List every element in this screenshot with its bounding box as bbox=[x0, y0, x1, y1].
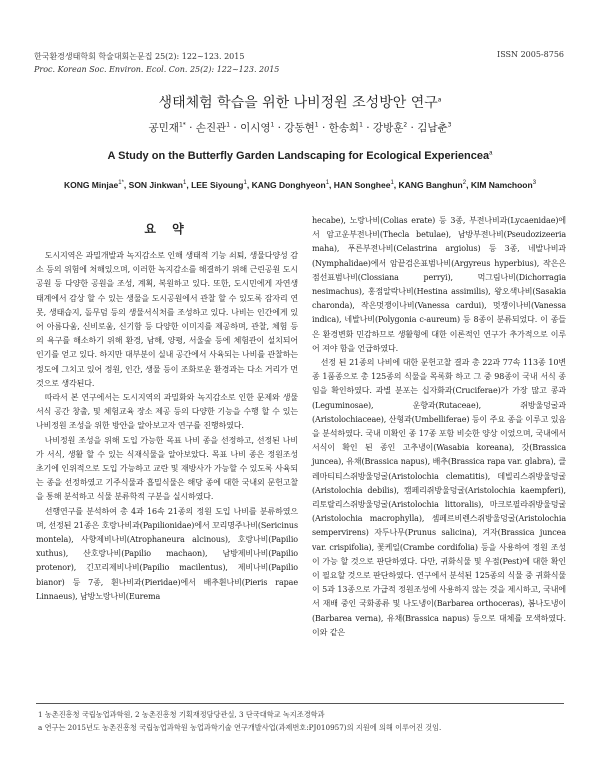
journal-name-ko: 한국환경생태학회 학술대회논문집 25(2): 122~123. 2015 bbox=[34, 52, 245, 61]
body-paragraph: hecabe), 노랑나비(Colias erate) 등 3종, 부전나비과(Lycaenidae)에서 암고운부전나비(Thecla betulae), 남방부전나비(Pseudozizeeria maha), 푸른부전나비(Celastrina argiolus) 등 3종, 네발나비과(Nymphalidae)에서 암끝검은표범나비(Argyreus hyperbius), 작은은점선표범나비(Clossiana perryi), 먹그림나비(Dichorragia nesimachus), 홍점알락나비(Hestina assimilis), 왕오색나비(Sasakia charonda), 작은멋쟁이나비(Vanessa cardui), 멋쟁이나비(Vanessa indica), 네발나비(Polygonia c-aureum) 등 8종이 분류되었다. 이 종들은 환경변화 민감하므로 생활형에 대한 이론적인 연구가 추가적으로 이루어 져야 함을 언급하였다. bbox=[312, 216, 566, 353]
journal-header bbox=[34, 50, 279, 76]
body-paragraph: 도시지역은 과밀개발과 녹지감소로 인해 생태적 기능 쇠퇴, 생물다양성 감소 등의 위험에 처해있으며, 이러한 녹지감소를 해결하기 위해 근린공원 도시공원 등 다양한 공원을 조성, 계획, 복원하고 있다. 또한, 도시민에게 자연생태계에서 감상 할 수 있는 생물을 도시공원에서 관찰 할 수 있도록 잠자리 연못, 생태습지, 돌무덤 등의 생물서식처를 조성하고 있다. 나비는 인간에게 있어 아름다움, 신비로움, 신기함 등 다양한 이미지를 제공하며, 관찰, 체험 등의 욕구를 해소하기 위해 환경, 남해, 양평, 서울숲 등에 체험관이 설치되어 인기를 얻고 있다. 하지만 대부분이 실내 공간에서 사육되는 나비를 관찰하는 정도에 그치고 있어 정원, 인간, 생물 등이 조화로운 환경과는 다소 거리가 먼 것으로 생각된다. bbox=[36, 251, 298, 388]
author-affiliation-mark: 3 bbox=[447, 121, 452, 129]
author-name: KANG Banghun bbox=[398, 180, 463, 190]
author-name: HAN Songhee bbox=[333, 180, 391, 190]
paper-title-en: A Study on the Butterfly Garden Landscaping for Ecological Experiencea$^a$ bbox=[107, 150, 493, 162]
author-name: 공민재 bbox=[148, 122, 179, 134]
author-affiliation-mark: 1 bbox=[314, 121, 319, 129]
author-affiliation-mark: 1 bbox=[390, 180, 394, 187]
author-affiliation-mark: 1 bbox=[359, 121, 363, 129]
abstract-heading: 요 약 bbox=[144, 222, 190, 236]
author-affiliation-mark: 1* bbox=[118, 180, 124, 187]
author-list-en: KONG Minjae$^{1*}$, SON Jinkwan$^1$, LEE Siyoung$^1$, KANG Donghyeon$^1$, HAN Songhee$^1$, KANG Banghun$^2$, KIM Namchoon$^3$ bbox=[63, 180, 537, 190]
author-list-ko: 공민재$^{1*}$ · 손진관$^1$ · 이시영$^1$ · 강동현$^1$ · 한송희$^1$ · 강방훈$^2$ · 김남춘$^3$ bbox=[148, 121, 452, 134]
author-affiliation-mark: 1 bbox=[182, 180, 187, 187]
issn: ISSN 2005-8756 bbox=[497, 50, 564, 59]
author-affiliation-mark: 1 bbox=[243, 180, 247, 187]
author-name: KONG Minjae bbox=[63, 180, 119, 190]
right-column bbox=[312, 214, 566, 640]
footnote-divider bbox=[36, 703, 564, 704]
author-affiliation-mark: 1 bbox=[226, 121, 231, 129]
author-affiliation-mark: 1 bbox=[270, 121, 275, 129]
author-name: 한송희 bbox=[328, 122, 360, 134]
body-paragraph: 선행연구를 분석하여 총 4과 16속 21종의 정원 도입 나비를 분류하였으며, 선정된 21종은 호랑나비과(Papilionidae)에서 꼬리명주나비(Sericinus montela), 사향제비나비(Atrophaneura alcinous), 호랑나비(Papilio xuthus), 산호랑나비(Papilio machaon), 남방제비나비(Papilio protenor), 긴꼬리제비나비(Papilio macilentus), 제비나비(Papilio bianor) 등 7종, 흰나비과(Pieridae)에서 배추흰나비(Pieris rapae Linnaeus), 남방노랑나비(Eurema bbox=[36, 506, 298, 601]
author-name: 손진관 bbox=[195, 122, 227, 134]
paper-title-ko: 생태체험 학습을 위한 나비정원 조성방안 연구$^a$ bbox=[158, 95, 442, 111]
footnote: a 연구는 2015년도 농촌진흥청 국립농업과학원 농업과학기술 연구개발사업(과제번호:PJ010957)의 지원에 의해 이루어진 것임. bbox=[38, 723, 442, 732]
author-name: 강동현 bbox=[284, 122, 315, 134]
footnote: 1 농촌진흥청 국립농업과학원, 2 농촌진흥청 기획재정담당관실, 3 단국대학교 녹지조경학과 bbox=[38, 710, 325, 719]
author-name: 강방훈 bbox=[372, 122, 404, 134]
author-name: KANG Donghyeon bbox=[251, 180, 326, 190]
left-column bbox=[36, 249, 298, 604]
footnotes bbox=[36, 708, 564, 734]
author-name: 이시영 bbox=[240, 122, 271, 134]
body-paragraph: 나비정원 조성을 위해 도입 가능한 목표 나비 종을 선정하고, 선정된 나비가 서식, 생활 할 수 있는 식재식물을 알아보았다. 목표 나비 종은 정원조성 초기에 인위적으로 도입 가능하고 교란 및 재방사가 가능할 수 있도록 사육되는 종을 선정하였고 기주식물과 흡밀식물은 해당 종에 대한 국내외 문헌고찰을 통해 분석하고 식물 분류학적 구분을 실시하였다. bbox=[36, 435, 298, 502]
author-name: 김남춘 bbox=[417, 122, 448, 134]
author-affiliation-mark: 2 bbox=[403, 121, 408, 129]
journal-name-en: Proc. Korean Soc. Environ. Ecol. Con. 25(2): 122~123. 2015 bbox=[34, 65, 280, 74]
body-paragraph: 따라서 본 연구에서는 도시지역의 과밀화와 녹지감소로 인한 문제와 생물서식 공간 창출, 및 체험교육 장소 제공 등의 다양한 기능을 수행 할 수 있는 나비정원 조성을 위한 방안을 알아보고자 연구를 진행하였다. bbox=[36, 393, 298, 431]
author-affiliation-mark: 1* bbox=[178, 121, 186, 129]
author-name: LEE Siyoung bbox=[191, 180, 244, 190]
author-name: SON Jinkwan bbox=[128, 180, 183, 190]
author-affiliation-mark: 2 bbox=[462, 180, 467, 187]
author-affiliation-mark: 1 bbox=[325, 180, 330, 187]
body-paragraph: 선정 된 21종의 나비에 대한 문헌고찰 결과 총 22과 77속 113종 10변종 1품종으로 총 125종의 식물을 목록화 하고 그 중 98종이 국내 서식 종임을 확인하였다. 과별 분포는 십자화과(Cruciferae)가 가장 많고 콩과(Leguminosae), 운향과(Rutaceae), 쥐방울덩굴과(Aristolochiaceae), 산형과(Umbelliferae) 등이 주요 종을 이루고 있음을 분석하였다. 국내 미확인 종 17종 포함 비슷한 양상 이었으며, 국내에서 서식이 확인 된 종인 고추냉이(Wasabia koreana), 갓(Brassica juncea), 유채(Brassica napus), 배추(Brassica rapa var. glabra), 클레마티티스쥐방울덩굴(Aristolochia clematitis), 데빌리스쥐방울덩굴(Aristolochia debilis), 캠페리쥐방울덩굴(Aristolochia kaempferi), 리토랄리스쥐방울덩굴(Aristolochia littoralis), 마크로필라쥐방울덩굴(Aristolochia macrophylla), 셈페르비렌스쥐방울덩굴(Aristolochia sempervirens) 자두나무(Prunus salicina), 겨자(Brassica juncea var. crispifolia), 꽃케일(Crambe cordifolia) 등을 사용하여 정원 조성이 가능 할 것으로 판단하였다. 다만, 귀화식물 및 우점(Pest)에 대한 확인이 필요할 것으로 판단하였다. 연구에서 분석된 125종의 식물 중 귀화식물이 5과 13종으로 가급적 정원조성에 사용하지 않는 것을 제시하고, 국내에서 재배 중인 국화종류 및 나도냉이(Barbarea orthoceras), 봄나도냉이(Barbarea verna), 유채(Brassica napus) 등으로 대체를 모색하였다. 이와 같은 bbox=[312, 358, 566, 637]
author-affiliation-mark: 3 bbox=[532, 180, 537, 187]
author-name: KIM Namchoon bbox=[470, 180, 533, 190]
